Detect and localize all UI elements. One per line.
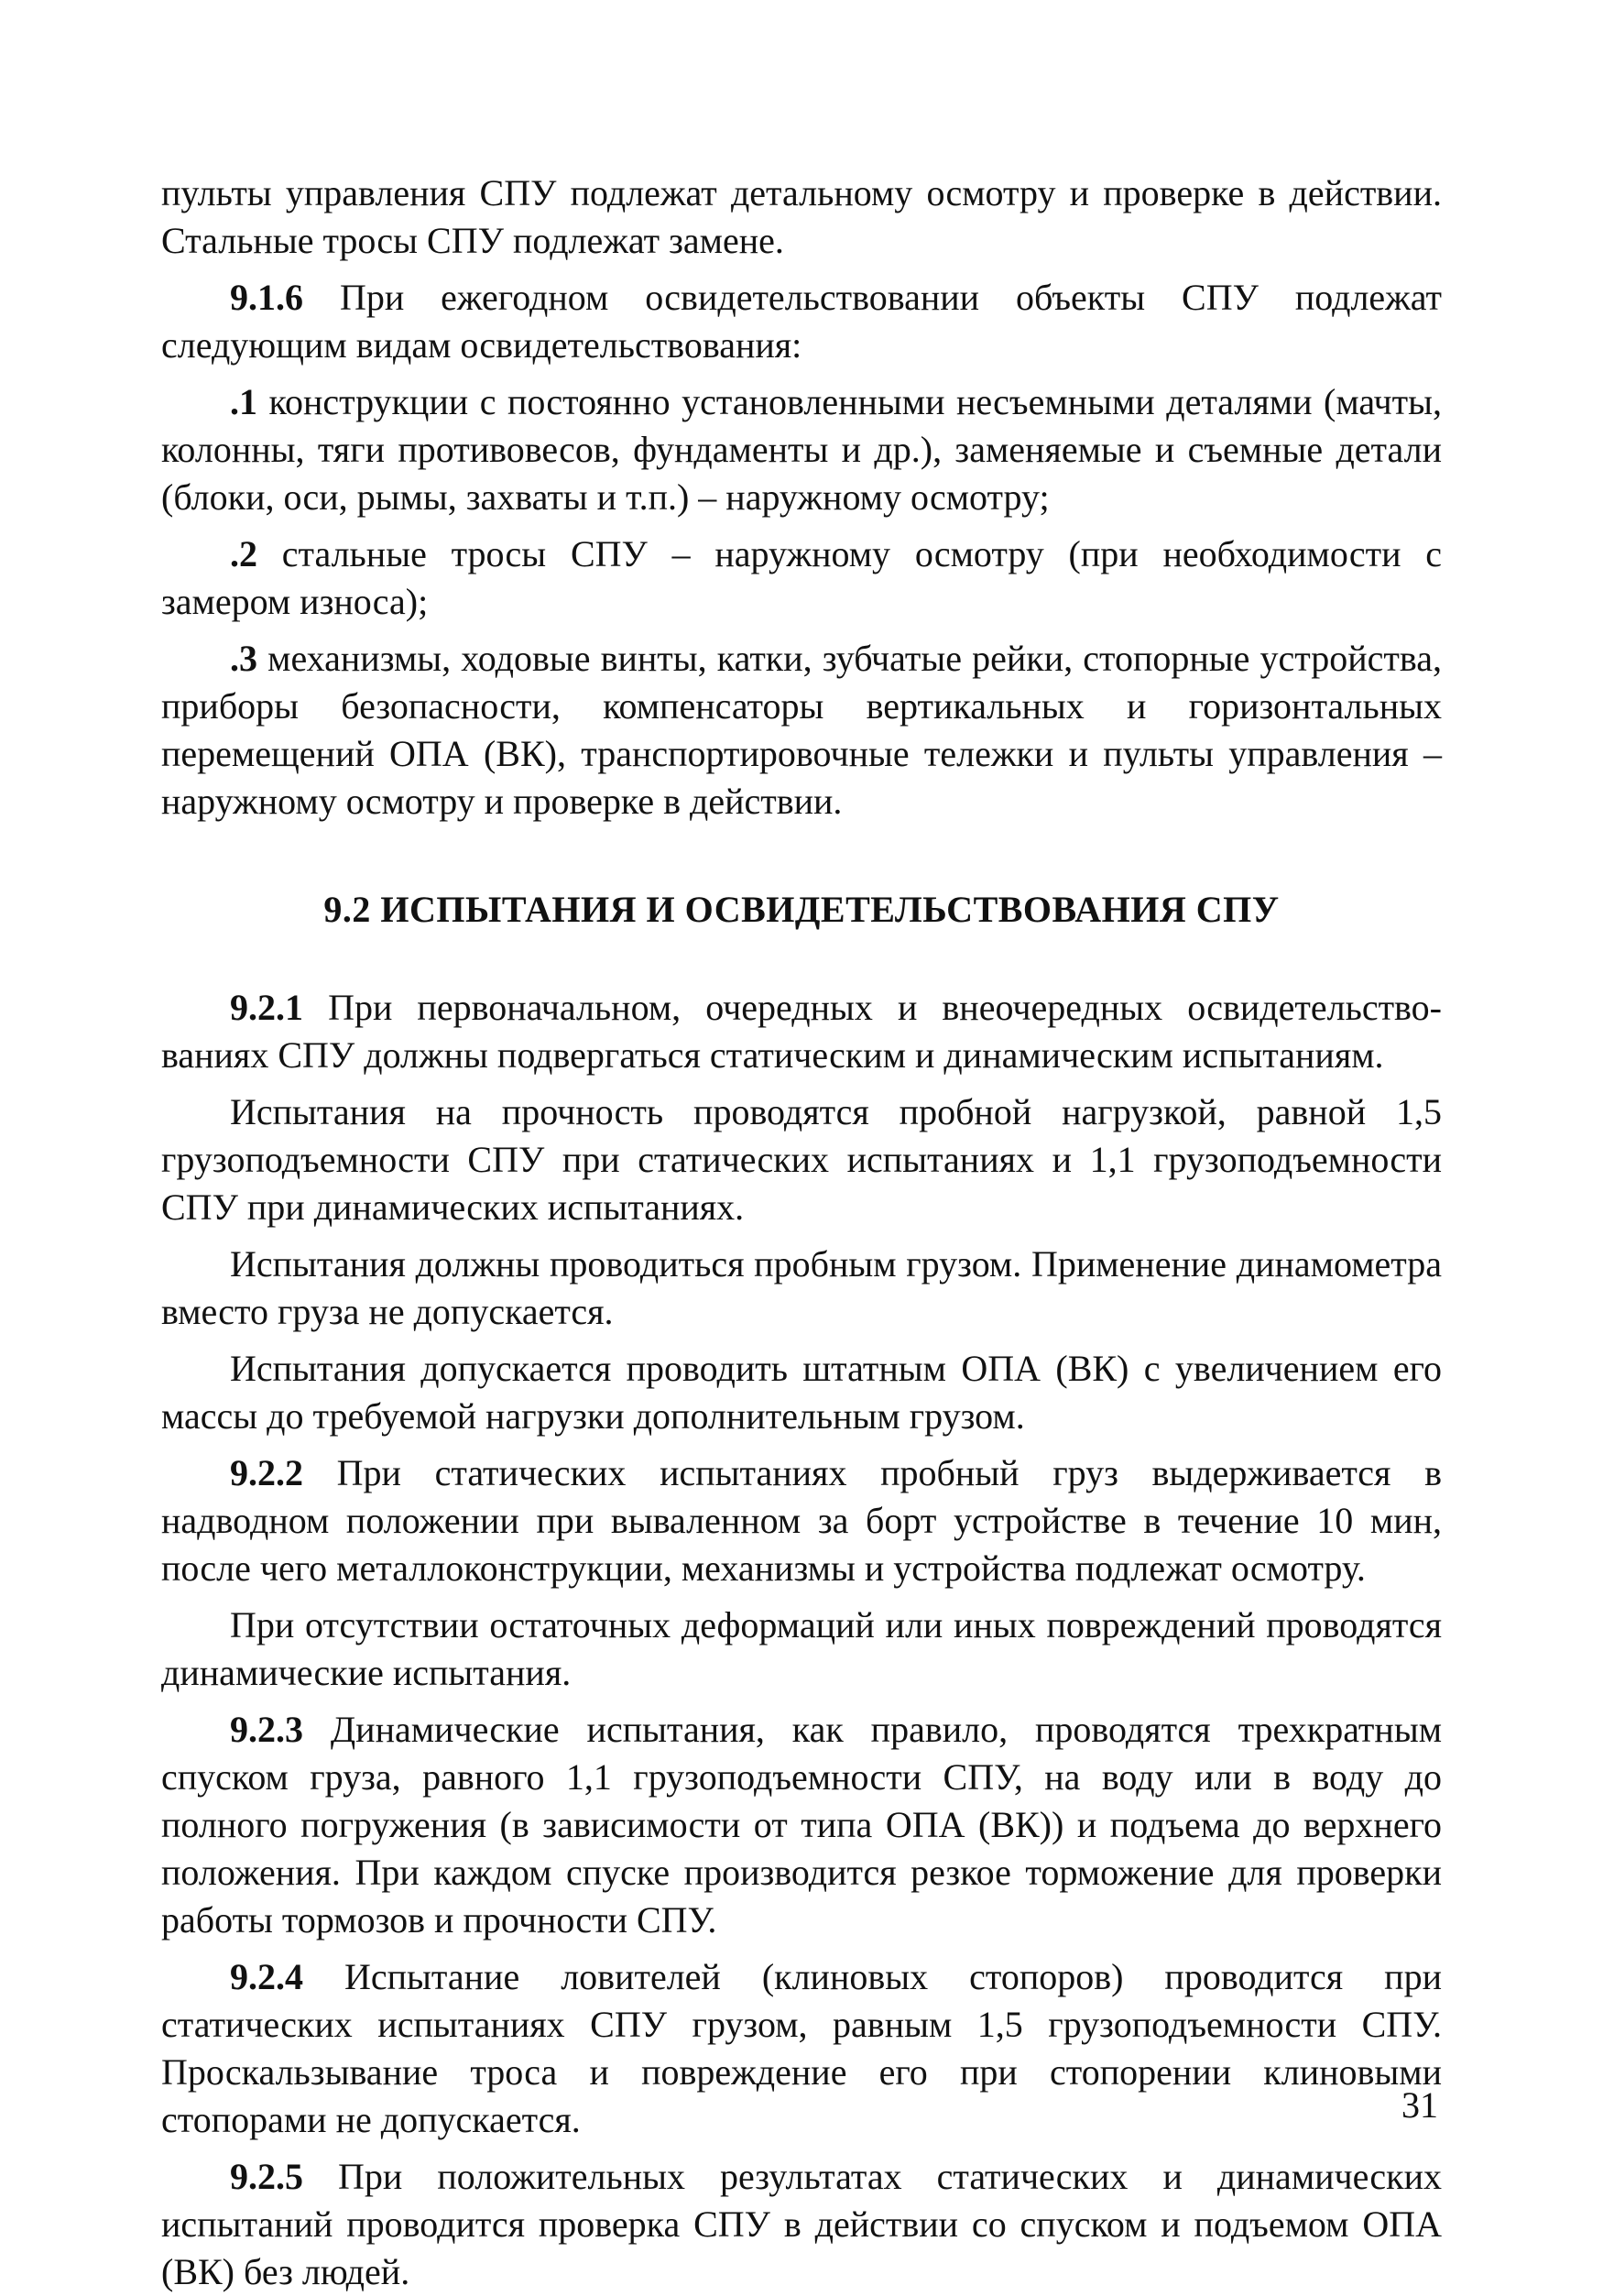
page-number: 31 xyxy=(1401,2084,1438,2126)
clause-number: 9.1.6 xyxy=(230,277,303,318)
paragraph-text: При первоначальном, очередных и внеочередных освидетельствованиях СПУ должны подвергаться статическим и динамическим испытаниям. xyxy=(161,987,1442,1076)
paragraph-text: Испытания допускается проводить штатным ОПА (ВК) с увеличением его массы до требуемой нагрузки дополнительным грузом. xyxy=(161,1348,1442,1437)
list-item-number: .2 xyxy=(230,533,257,574)
paragraph-text: При отсутствии остаточных деформаций или иных повреждений проводятся динамические испытания. xyxy=(161,1604,1442,1693)
paragraph-text: пульты управления СПУ подлежат детальному осмотру и проверке в действии. Стальные тросы СПУ подлежат замене. xyxy=(161,172,1442,261)
list-item-1 xyxy=(161,378,1442,521)
paragraph-9-2-1 xyxy=(161,984,1442,1079)
paragraph-text: При положительных результатах статических и динамических испытаний проводится проверка СПУ в действии со спуском и подъемом ОПА (ВК) без людей. xyxy=(161,2156,1442,2292)
paragraph-9-2-5 xyxy=(161,2153,1442,2296)
paragraph-9-2-4 xyxy=(161,1953,1442,2144)
section-heading: 9.2 ИСПЫТАНИЯ И ОСВИДЕТЕЛЬСТВОВАНИЯ СПУ xyxy=(323,889,1280,930)
clause-number: 9.2.3 xyxy=(230,1709,303,1750)
paragraph-text: Испытание ловителей (клиновых стопоров) проводится при статических испытаниях СПУ грузом, равным 1,5 грузоподъемности СПУ. Проскальзывание троса и повреждение его при стопорении клиновыми стопорами не допускается. xyxy=(161,1956,1442,2140)
paragraph-9-2-3 xyxy=(161,1706,1442,1944)
paragraph-text: При ежегодном освидетельствовании объекты СПУ подлежат следующим видам освидетельствования: xyxy=(161,277,1442,366)
paragraph-9-2-2 xyxy=(161,1449,1442,1592)
list-item-3 xyxy=(161,635,1442,825)
page-body xyxy=(161,169,1442,2296)
paragraph-no-deformations xyxy=(161,1602,1442,1697)
paragraph-text: Динамические испытания, как правило, проводятся трехкратным спуском груза, равного 1,1 грузоподъемности СПУ, на воду или в воду до полного погружения (в зависимости от типа ОПА (ВК)) и подъема до верхнего положения. При каждом спуске производится резкое торможение для проверки работы тормозов и прочности СПУ. xyxy=(161,1709,1442,1941)
list-item-number: .1 xyxy=(230,381,257,422)
list-item-2 xyxy=(161,530,1442,626)
paragraph-text: Испытания должны проводиться пробным грузом. Применение динамометра вместо груза не допускается. xyxy=(161,1243,1442,1332)
list-item-number: .3 xyxy=(230,638,257,679)
paragraph-9-1-6 xyxy=(161,274,1442,369)
paragraph-test-weight xyxy=(161,1241,1442,1336)
paragraph-strength-tests xyxy=(161,1088,1442,1231)
list-item-text: стальные тросы СПУ – наружному осмотру (при необходимости с замером износа); xyxy=(161,533,1442,622)
paragraph-text: Испытания на прочность проводятся пробной нагрузкой, равной 1,5 грузоподъемности СПУ при статических испытаниях и 1,1 грузоподъемности СПУ при динамических испытаниях. xyxy=(161,1091,1442,1228)
clause-number: 9.2.2 xyxy=(230,1452,303,1493)
paragraph-text: При статических испытаниях пробный груз выдерживается в надводном положении при вываленном за борт устройстве в течение 10 мин, после чего металлоконструкции, механизмы и устройства подлежат осмотру. xyxy=(161,1452,1442,1589)
list-item-text: механизмы, ходовые винты, катки, зубчатые рейки, стопорные устройства, приборы безопасности, компенсаторы вертикальных и горизонтальных перемещений ОПА (ВК), транспортировочные тележки и пульты управления – наружному осмотру и проверке в действии. xyxy=(161,638,1442,822)
clause-number: 9.2.5 xyxy=(230,2156,303,2197)
clause-number: 9.2.1 xyxy=(230,987,303,1028)
clause-number: 9.2.4 xyxy=(230,1956,303,1997)
paragraph-regular-boat xyxy=(161,1345,1442,1440)
paragraph-continuation xyxy=(161,169,1442,265)
list-item-text: конструкции с постоянно установленными несъемными деталями (мачты, колонны, тяги противовесов, фундаменты и др.), заменяемые и съемные детали (блоки, оси, рымы, захваты и т.п.) – наружному осмотру; xyxy=(161,381,1442,518)
